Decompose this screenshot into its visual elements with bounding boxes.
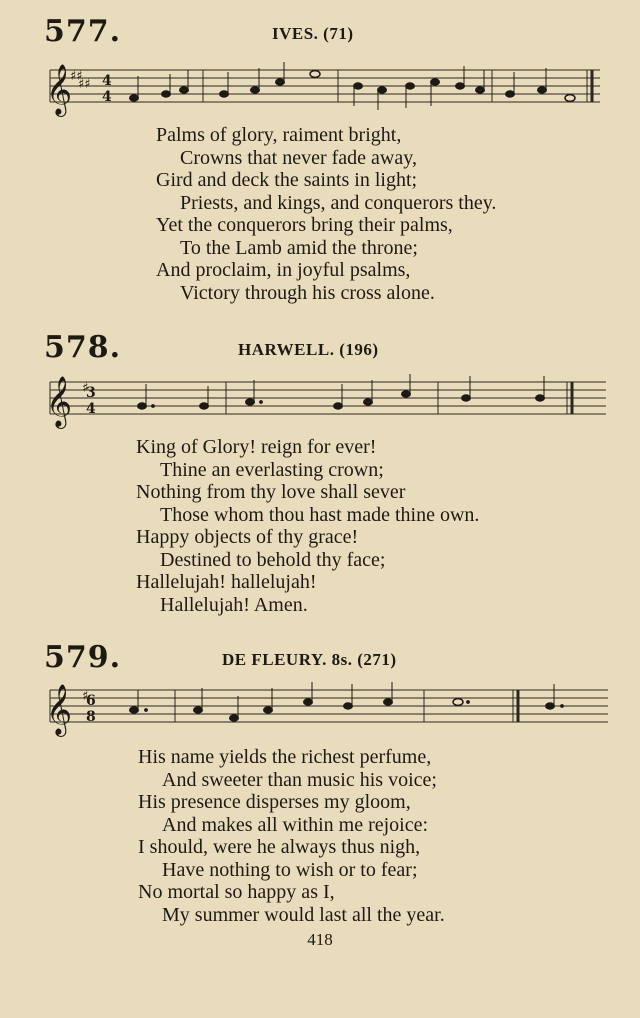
svg-text:6: 6 <box>86 693 96 709</box>
hymn-number: 579. <box>44 640 122 675</box>
verse-line: Gird and deck the saints in light; <box>156 169 418 191</box>
verse-line: Crowns that never fade away, <box>180 146 417 169</box>
svg-text:4: 4 <box>102 89 112 105</box>
hymn-number: 577. <box>44 14 122 49</box>
tune-title: IVES. (71) <box>272 24 354 43</box>
verse-line: And proclaim, in joyful psalms, <box>156 259 411 281</box>
svg-text:♯♯: ♯♯ <box>78 77 91 92</box>
verse-line: Those whom thou hast made thine own. <box>160 503 480 526</box>
verse-line: Palms of glory, raiment bright, <box>156 124 402 146</box>
page-number: 418 <box>307 930 333 949</box>
verse-line: No mortal so happy as I, <box>138 881 335 903</box>
verse-line: Victory through his cross alone. <box>180 281 435 304</box>
treble-clef-icon: 𝄞 <box>46 64 73 115</box>
svg-text:♯: ♯ <box>82 689 89 704</box>
svg-text:3: 3 <box>86 385 96 401</box>
verse-line: And makes all within me rejoice: <box>162 813 429 836</box>
verse-line: Yet the conquerors bring their palms, <box>156 214 453 236</box>
verse-line: Hallelujah! hallelujah! <box>136 571 317 593</box>
verse-line: To the Lamb amid the throne; <box>180 236 418 259</box>
hymn-number: 578. <box>44 330 122 365</box>
svg-text:♯♯: ♯♯ <box>70 69 83 84</box>
verse-line: King of Glory! reign for ever! <box>136 436 377 458</box>
treble-clef-icon: 𝄞 <box>46 376 73 427</box>
verse-line: And sweeter than music his voice; <box>162 768 437 791</box>
tune-title: HARWELL. (196) <box>238 340 379 359</box>
music-staff <box>40 678 610 744</box>
verse-line: Happy objects of thy grace! <box>136 526 359 548</box>
music-staff <box>40 58 606 124</box>
verse-579 <box>138 746 445 926</box>
verse-line: His name yields the richest perfume, <box>138 746 432 768</box>
verse-line: His presence disperses my gloom, <box>138 791 411 813</box>
verse-line: Have nothing to wish or to fear; <box>162 858 418 881</box>
verse-line: Hallelujah! Amen. <box>160 593 308 616</box>
tune-title: DE FLEURY. 8s. (271) <box>222 650 397 669</box>
verse-line: Destined to behold thy face; <box>160 548 386 571</box>
verse-line: Priests, and kings, and conquerors they. <box>180 191 497 214</box>
svg-text:♯: ♯ <box>82 381 89 396</box>
verse-line: I should, were he always thus nigh, <box>138 836 421 858</box>
verse-line: My summer would last all the year. <box>162 903 445 926</box>
svg-text:4: 4 <box>102 73 112 89</box>
verse-578 <box>136 436 479 616</box>
svg-text:8: 8 <box>86 709 96 725</box>
svg-text:4: 4 <box>86 401 96 417</box>
verse-line: Nothing from thy love shall sever <box>136 481 406 503</box>
music-staff <box>40 370 606 436</box>
verse-line: Thine an everlasting crown; <box>160 458 384 481</box>
treble-clef-icon: 𝄞 <box>46 684 73 735</box>
verse-577 <box>156 124 496 304</box>
